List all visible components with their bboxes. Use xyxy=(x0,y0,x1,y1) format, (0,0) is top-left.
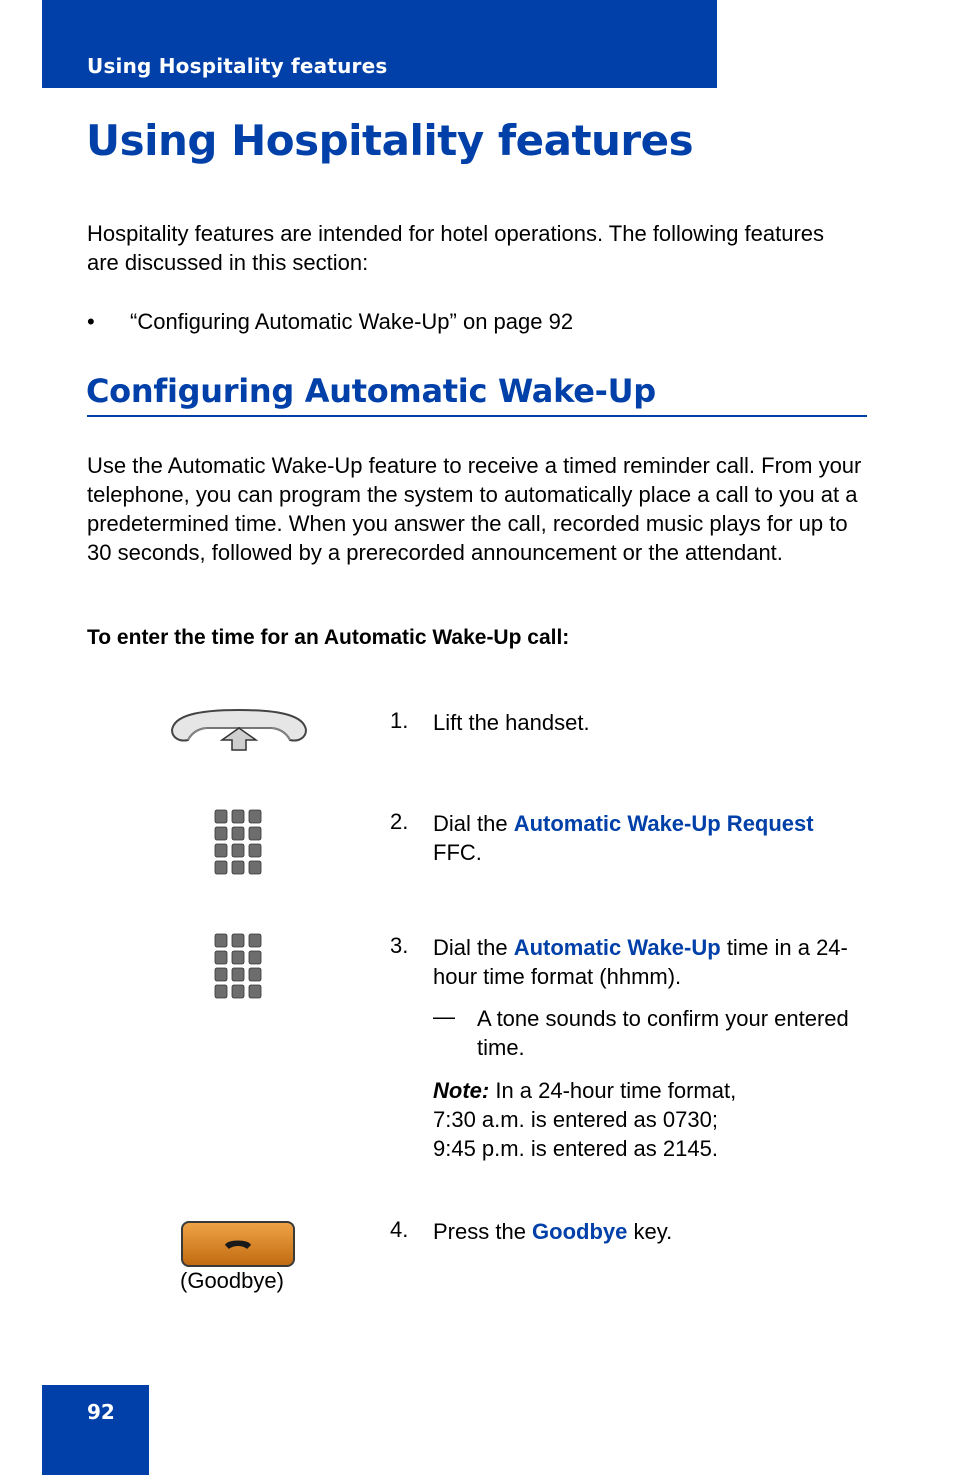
step-text-pre: Press the xyxy=(433,1219,533,1244)
note-line: 7:30 a.m. is entered as 0730; xyxy=(433,1107,718,1132)
note-line: 9:45 p.m. is entered as 2145. xyxy=(433,1136,718,1161)
page-title: Using Hospitality features xyxy=(86,116,694,165)
page-number-box xyxy=(42,1385,149,1475)
page-number: 92 xyxy=(87,1400,115,1424)
ffc-keyword: Automatic Wake-Up Request xyxy=(513,811,814,836)
intro-paragraph: Hospitality features are intended for hotel operations. The following features are discussed in this section: xyxy=(87,221,825,275)
step-number: 2. xyxy=(390,809,409,834)
handset-lift-icon xyxy=(166,704,312,752)
procedure-heading: To enter the time for an Automatic Wake-Up call: xyxy=(87,626,570,649)
feature-keyword: Automatic Wake-Up xyxy=(513,935,721,960)
step-text-pre: Dial the xyxy=(433,935,514,960)
step-text-post: time in a 24-hour time format (hhmm). xyxy=(433,935,848,989)
dialpad-icon xyxy=(213,809,263,877)
section-divider xyxy=(87,415,867,417)
bullet-link-configuring-wakeup[interactable]: “Configuring Automatic Wake-Up” on page 92 xyxy=(130,309,574,334)
step-number: 1. xyxy=(390,708,409,733)
step-number: 4. xyxy=(390,1217,409,1242)
section-title: Configuring Automatic Wake-Up xyxy=(86,372,656,410)
running-header: Using Hospitality features xyxy=(87,54,388,78)
goodbye-keyword: Goodbye xyxy=(532,1219,628,1244)
bullet-marker: • xyxy=(87,309,95,334)
step-text xyxy=(433,933,863,991)
step-text-post: key. xyxy=(627,1219,673,1244)
sub-item-dash: — xyxy=(433,1004,455,1029)
goodbye-key-icon xyxy=(181,1221,295,1267)
section-paragraph: Use the Automatic Wake-Up feature to receive a timed reminder call. From your telephone, you can program the system to automatically place a call to you at a predetermined time. When you answer the call, recorded music plays for up to 30 seconds, followed by a prerecorded announcement or the attendant. xyxy=(87,453,862,565)
note-label: Note: xyxy=(433,1078,490,1103)
step-text-pre: Dial the xyxy=(433,811,514,836)
note-block xyxy=(433,1076,853,1163)
dialpad-icon xyxy=(213,933,263,1001)
step-text: Lift the handset. xyxy=(433,710,590,735)
note-line: In a 24-hour time format, xyxy=(489,1078,737,1103)
step-number: 3. xyxy=(390,933,409,958)
goodbye-caption: (Goodbye) xyxy=(180,1268,284,1293)
step-text xyxy=(433,1217,863,1246)
step-text-post: FFC. xyxy=(433,840,482,865)
sub-item-text: A tone sounds to confirm your entered time. xyxy=(477,1006,849,1060)
step-text xyxy=(433,809,863,867)
